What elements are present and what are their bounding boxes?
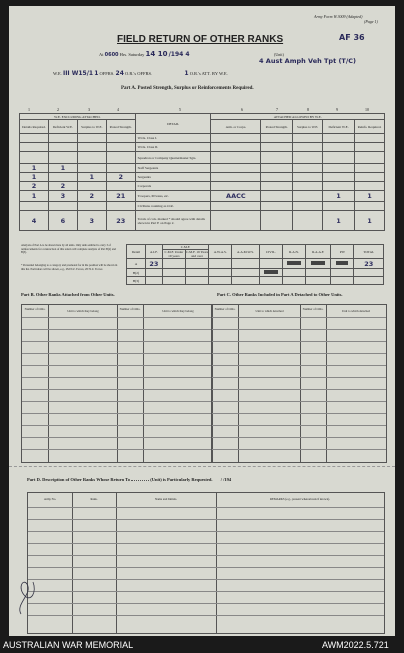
arm-cell	[211, 211, 261, 231]
row-label: Totals of cols. marked * should agree with details shown in Part E on Page 2.	[135, 211, 211, 231]
analysis-row	[127, 259, 384, 269]
part-b-title: Part B. Other Ranks Attached from Other Units.	[21, 292, 115, 297]
deficient-cell: 6	[48, 211, 77, 231]
surplus-cell	[77, 182, 106, 191]
details-required-cell: 1	[20, 173, 49, 182]
table-row	[20, 211, 385, 231]
analysis-header: R.A.N.	[282, 245, 305, 259]
reinfs-cell	[355, 173, 385, 182]
col-number: 8	[307, 107, 309, 112]
row-label: Sergeants	[135, 173, 211, 182]
unit-value: 4 Aust Amph Veh Tpt (T/C)	[259, 57, 356, 65]
table-row	[20, 143, 385, 152]
under19-cell	[162, 259, 185, 269]
details-required-cell	[20, 152, 49, 164]
signature-squiggle	[13, 574, 43, 619]
deficient-cell	[48, 173, 77, 182]
part-d-title-suffix: (Unit) is Particularly Requested.	[150, 477, 213, 482]
part-a-title: Part A. Posted Strength, Surplus or Reinforcements Required.	[121, 86, 254, 91]
arm-cell	[211, 173, 261, 182]
details-required-cell: 1	[20, 164, 49, 173]
details-required-cell: 4	[20, 211, 49, 231]
col-number: 2	[57, 107, 59, 112]
part-c-title: Part C. Other Ranks Included in Part A Detached to Other Units.	[217, 292, 343, 297]
arm-cell	[211, 143, 261, 152]
arm-cell	[211, 152, 261, 164]
left-group-header: W.E. EXCLUDING ATTACHED.	[20, 114, 136, 120]
part-d-title	[27, 477, 231, 482]
col-header: Deficient W.E.	[323, 120, 355, 134]
part-c-grid	[211, 304, 387, 463]
deficient-att-cell	[323, 134, 355, 143]
analysis-detail: A	[127, 259, 146, 269]
part-d-date: / /194	[220, 477, 232, 482]
col-number: 3	[88, 107, 90, 112]
page-number: (Page 1)	[364, 19, 378, 24]
analysis-detail: B(2)	[127, 269, 146, 277]
footer-right: AWM2022.5.721	[322, 640, 389, 650]
surplus-cell: 3	[77, 211, 106, 231]
part-d-title-prefix: Part D. Description of Other Ranks Whose Return To	[27, 477, 130, 482]
details-required-cell: 2	[20, 182, 49, 191]
row-label: Corporals	[135, 182, 211, 191]
col-header: REMARKS (e.g., present whereabouts if known).	[270, 497, 330, 501]
col-header: Number of O.Rs.	[24, 307, 46, 311]
details-required-cell: 1	[20, 191, 49, 202]
surplus-cell	[77, 164, 106, 173]
form-sheet	[9, 6, 395, 636]
deficient-att-cell	[323, 182, 355, 191]
surplus-cell	[77, 134, 106, 143]
analysis-header: TOTAL	[354, 245, 384, 259]
fold-line	[9, 466, 395, 467]
table-row	[20, 191, 385, 202]
offrs-value: 1	[94, 70, 99, 77]
surplus-cell	[77, 152, 106, 164]
date-value: 14 10	[145, 50, 168, 58]
posted-strength-cell	[106, 152, 135, 164]
reinfs-cell	[355, 134, 385, 143]
posted-strength-cell	[106, 182, 135, 191]
col-number: 10	[365, 107, 369, 112]
col-number: 1	[28, 107, 30, 112]
col-header: Surplus to W.E.	[293, 120, 323, 134]
row-label: Civilians counting as O.R.	[135, 202, 211, 211]
deficient-cell: 1	[48, 164, 77, 173]
reinfs-cell	[355, 202, 385, 211]
col-header: Unit to which they belong	[162, 309, 194, 313]
col-header: Posted Strength.	[106, 120, 135, 134]
deficient-cell	[48, 143, 77, 152]
col-header: Details Required.	[20, 120, 49, 134]
posted-strength-cell: 21	[106, 191, 135, 202]
col-number: 7	[276, 107, 278, 112]
posted-strength-cell	[106, 143, 135, 152]
col-header: Reinfs. Required.	[355, 120, 385, 134]
column-numbers	[9, 107, 395, 112]
analysis-header: Detail	[127, 245, 146, 259]
col-header: Unit to which detached	[255, 309, 284, 313]
table-row	[20, 152, 385, 164]
arm-cell	[211, 134, 261, 143]
analysis-header: PW	[331, 245, 354, 259]
analysis-header: A.W.A.S.	[209, 245, 232, 259]
we-value: III W15/1	[62, 70, 94, 77]
col-header: Number of O.Rs.	[214, 307, 236, 311]
deficient-cell	[48, 152, 77, 164]
table-row	[20, 202, 385, 211]
row-label: W.Os. Class II.	[135, 143, 211, 152]
detail-header: DETAIL	[135, 114, 211, 134]
part-b-grid	[21, 304, 213, 463]
ors2-value: 1	[184, 70, 189, 77]
analysis-header: CIVIL.	[259, 245, 282, 259]
details-required-cell	[20, 143, 49, 152]
att-label: ATT. BY W.E.	[201, 71, 228, 76]
hours-value: 0600	[104, 52, 119, 58]
arm-cell	[211, 202, 261, 211]
reinfs-cell: 1	[355, 211, 385, 231]
deficient-att-cell	[323, 164, 355, 173]
surplus-cell	[77, 202, 106, 211]
row-label: Troopers, Privates, etc.	[135, 191, 211, 202]
analysis-header: R.A.A.F.	[306, 245, 331, 259]
deficient-att-cell	[323, 173, 355, 182]
part-d-grid	[27, 492, 385, 634]
surplus-cell: 1	[77, 173, 106, 182]
hrs-label: Hrs. Saturday	[119, 52, 145, 57]
col-header: Number of O.Rs.	[119, 307, 141, 311]
posted-strength-cell: 2	[106, 173, 135, 182]
col-header: Unit to which they belong	[67, 309, 99, 313]
aif-cell: 23	[145, 259, 162, 269]
total-cell: 23	[354, 259, 384, 269]
details-required-cell	[20, 202, 49, 211]
right-group-header: ATTACHED ALLOWED BY W.E.	[211, 114, 385, 120]
footer-left: AUSTRALIAN WAR MEMORIAL	[3, 640, 134, 650]
table-row	[20, 134, 385, 143]
offrs-label: OFFRS.	[99, 71, 115, 76]
analysis-table	[126, 244, 384, 285]
analysis-header: C.M.F. 19 Years and over	[186, 250, 209, 258]
col-header: Name and Initials.	[154, 497, 178, 501]
col-number: 9	[336, 107, 338, 112]
date-line	[99, 50, 190, 58]
ors-value: 24	[115, 70, 124, 77]
analysis-note-2: * Personnel belonging to a category and promoted for in the position will be shown in this list. Particulars will be shown, e.g., 2M N.Z. Forces, 2N N.Z. Forces	[21, 264, 118, 271]
row-label: Staff Sergeants	[135, 164, 211, 173]
analysis-header: C.M.F. Under 19 years	[162, 250, 185, 259]
reinfs-cell	[355, 182, 385, 191]
posted-strength-cell	[106, 164, 135, 173]
year-value: /194 4	[168, 51, 190, 58]
analysis-detail: B(3)	[127, 277, 146, 285]
posted-strength-cell	[106, 134, 135, 143]
col-header: Army No.	[43, 497, 57, 501]
col-header: Surplus to W.E.	[77, 120, 106, 134]
surplus-cell	[77, 143, 106, 152]
ors2-label: O.R.'s	[189, 71, 201, 76]
col-number: 5	[179, 107, 181, 112]
col-header: Number of O.Rs.	[302, 307, 324, 311]
arm-cell	[211, 164, 261, 173]
we-line	[53, 70, 393, 77]
table-row	[20, 164, 385, 173]
deficient-cell	[48, 202, 77, 211]
deficient-cell	[48, 134, 77, 143]
reinfs-cell	[355, 164, 385, 173]
part-a-table	[19, 113, 385, 231]
deficient-att-cell: 1	[323, 191, 355, 202]
analysis-note: Analysis of Part A to be shown here by all units. Only units entitled to carry 3 of reinforcements for construction of this return will complete analysis of Part B(2) and B(3).	[21, 244, 116, 254]
row-label: W.Os. Class I.	[135, 134, 211, 143]
col-header: Deficient W.E.	[48, 120, 77, 134]
over19-cell	[185, 259, 208, 269]
col-number: 6	[241, 107, 243, 112]
deficient-att-cell	[323, 152, 355, 164]
reinfs-cell: 1	[355, 191, 385, 202]
deficient-att-cell	[323, 143, 355, 152]
col-header: Unit to which detached	[342, 309, 370, 313]
analysis-header: A.I.F.	[145, 245, 162, 259]
af-number: AF 36	[339, 33, 365, 42]
cmf-group-header: C.M.F.	[162, 245, 208, 250]
deficient-att-cell: 1	[323, 211, 355, 231]
unit-label: (Unit)	[274, 52, 284, 57]
analysis-row	[127, 269, 384, 277]
col-header: Rank.	[90, 497, 98, 501]
footer-bar	[0, 638, 404, 653]
table-row	[20, 182, 385, 191]
col-number: 4	[117, 107, 119, 112]
we-label: W.E.	[53, 71, 62, 76]
details-required-cell	[20, 134, 49, 143]
form-title: FIELD RETURN OF OTHER RANKS	[117, 34, 284, 45]
reinfs-cell	[355, 152, 385, 164]
arm-cell	[211, 182, 261, 191]
posted-strength-cell: 23	[106, 211, 135, 231]
reinfs-cell	[355, 143, 385, 152]
ors-label: O.R.'s	[125, 71, 137, 76]
form-reference: Army Form W.3009 (Adapted)	[314, 14, 363, 19]
at-label: At	[99, 52, 104, 57]
arm-cell: AACC	[211, 191, 261, 202]
deficient-att-cell	[323, 202, 355, 211]
deficient-cell: 3	[48, 191, 77, 202]
offrs2-label: OFFRS.	[137, 71, 153, 76]
table-row	[20, 173, 385, 182]
surplus-cell: 2	[77, 191, 106, 202]
posted-strength-cell	[106, 202, 135, 211]
col-header: Posted Strength.	[261, 120, 293, 134]
col-header: Arm. or Corps.	[211, 120, 261, 134]
deficient-cell: 2	[48, 182, 77, 191]
row-label: Squadron or Company Quartermaster Sgts.	[135, 152, 211, 164]
analysis-row	[127, 277, 384, 285]
analysis-header: A.A.M.W.S.	[232, 245, 259, 259]
